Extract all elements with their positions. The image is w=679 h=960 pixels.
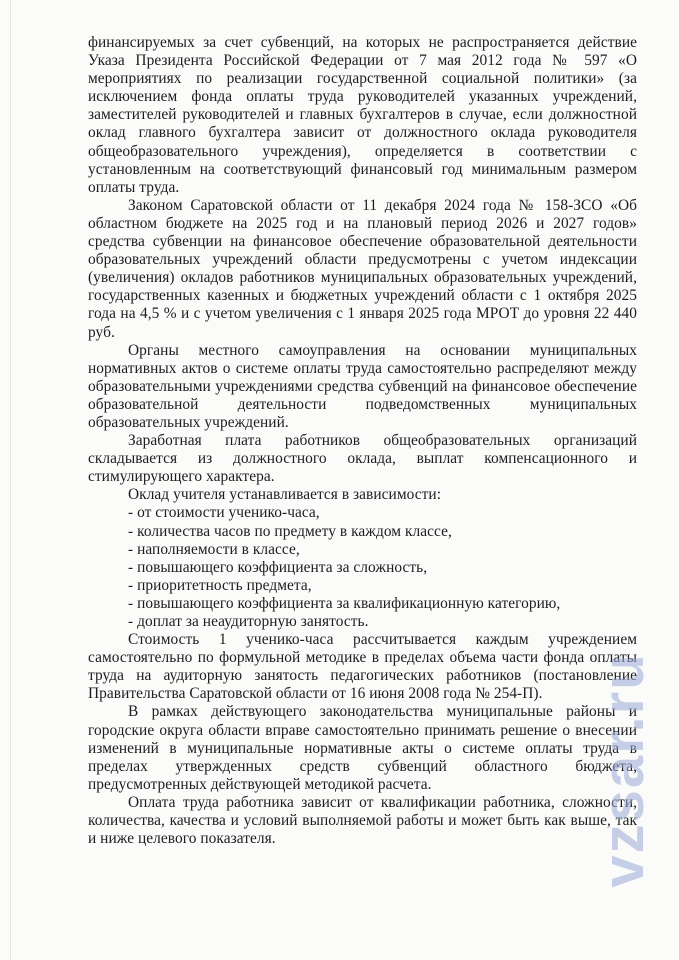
paragraph-3: Органы местного самоуправления на основании муниципальных нормативных актов о системе оплаты труда самостоятельно распределяют между образовательными учреждениями средства субвенций на финансовое обеспечение образовательной деятельности подведомственных муниципальных образовательных учреждений. xyxy=(88,341,637,431)
list-item: - наполняемости в классе, xyxy=(128,540,300,558)
salary-factors-list xyxy=(88,504,637,631)
list-item: - повышающего коэффициента за сложность, xyxy=(128,558,428,576)
list-item: - приоритетность предмета, xyxy=(128,576,312,594)
paragraph-4: Заработная плата работников общеобразовательных организаций складывается из должностного оклада, выплат компенсационного и стимулирующего характера. xyxy=(88,432,637,486)
paragraph-7: В рамках действующего законодательства муниципальные районы и городские округа области вправе самостоятельно принимать решение о внесении изменений в муниципальные нормативные акты о системе оплаты труда в пределах утвержденных средств субвенций областного бюджета, предусмотренных действующей методикой расчета. xyxy=(88,703,637,793)
list-item: - повышающего коэффициента за квалификационную категорию, xyxy=(128,594,561,612)
paragraph-2: Законом Саратовской области от 11 декабря 2024 года № 158-ЗСО «Об областном бюджете на 2025 год и на плановый период 2026 и 2027 годов» средства субвенции на финансовое обеспечение образовательной деятельности образовательных учреждений области предусмотрены с учетом индексации (увеличения) окладов работников муниципальных образовательных учреждений, государственных казенных и бюджетных учреждений области с 1 октября 2025 года на 4,5 % и с учетом увеличения с 1 января 2025 года МРОТ до уровня 22 440 руб. xyxy=(88,196,637,341)
document-body xyxy=(88,34,637,848)
watermark-text: vzsar.ru xyxy=(591,652,656,888)
list-item: - количества часов по предмету в каждом классе, xyxy=(128,522,452,540)
paragraph-8: Оплата труда работника зависит от квалификации работника, сложности, количества, качества и условий выполняемой работы и может быть как выше, так и ниже целевого показателя. xyxy=(88,793,637,848)
paragraph-6: Стоимость 1 ученико-часа рассчитывается каждым учреждением самостоятельно по формульной методике в пределах объема части фонда оплаты труда на аудиторную занятость педагогических работников (постановление Правительства Саратовской области от 16 июня 2008 года № 254-П). xyxy=(88,631,637,703)
scan-edge-line xyxy=(10,0,11,960)
list-item: - доплат за неаудиторную занятость. xyxy=(128,613,369,630)
paragraph-5: Оклад учителя устанавливается в зависимости: xyxy=(128,486,442,504)
watermark-logo-icon xyxy=(591,590,673,950)
list-item: - от стоимости ученико-часа, xyxy=(128,504,320,522)
paragraph-1: финансируемых за счет субвенций, на которых не распространяется действие Указа Президента Российской Федерации от 7 мая 2012 года № 597 «О мероприятиях по реализации государственной социальной политики» (за исключением фонда оплаты труда руководителей указанных учреждений, заместителей руководителей и главных бухгалтеров в случае, если должностной оклад главного бухгалтера зависит от должностного оклада руководителя общеобразовательного учреждения), определяется в соответствии с установленным на соответствующий финансовый год минимальным размером оплаты труда. xyxy=(88,34,637,196)
